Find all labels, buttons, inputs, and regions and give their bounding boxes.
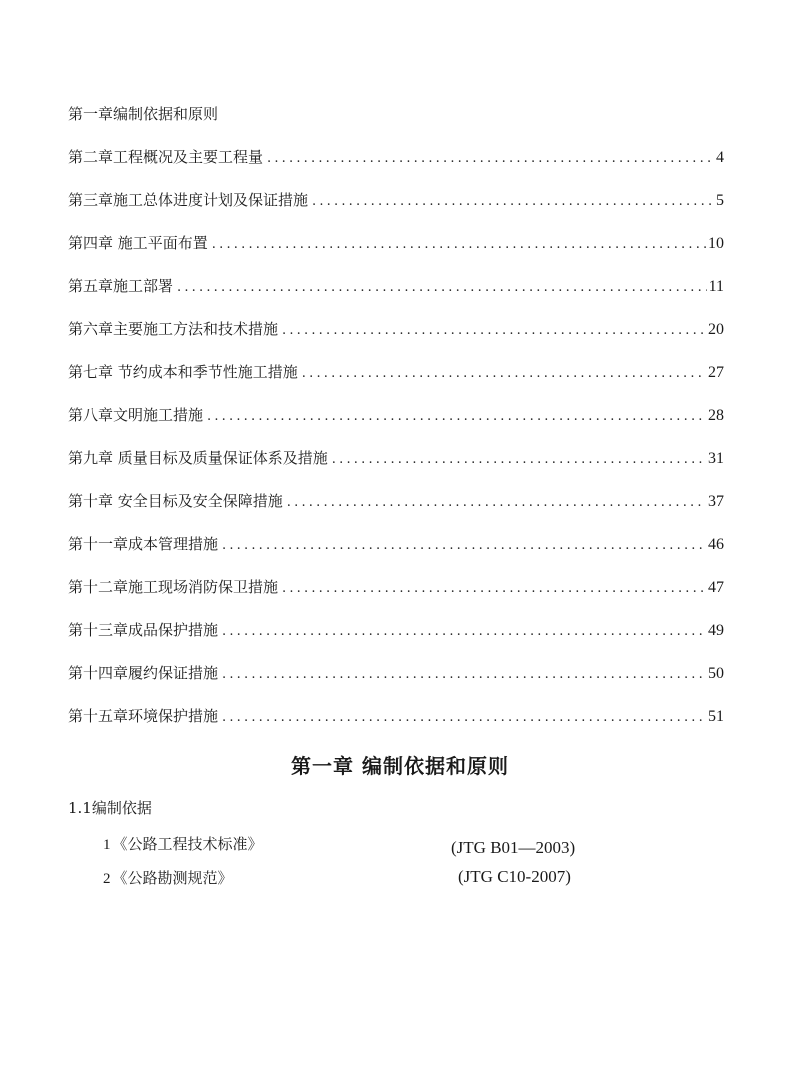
toc-page-number: 31 (708, 450, 724, 467)
toc-entry[interactable] (68, 705, 724, 727)
reference-code: (JTG C10-2007) (458, 867, 571, 886)
toc-entry-title: 第十三章成品保护措施 (68, 621, 219, 639)
toc-entry[interactable] (68, 447, 724, 469)
toc-page-number: 49 (708, 622, 724, 639)
toc-entry-title: 第十五章环境保护措施 (68, 707, 219, 725)
reference-number: 1 (103, 837, 111, 853)
toc-page-number: 50 (708, 665, 724, 682)
toc-page-number: 51 (708, 708, 724, 725)
toc-entry[interactable] (68, 662, 724, 684)
toc-entry-title: 第九章 质量目标及质量保证体系及措施 (68, 449, 328, 467)
table-of-contents (68, 103, 724, 727)
toc-dot-leader (222, 621, 706, 643)
toc-dot-leader (332, 449, 706, 471)
reference-name: 《公路工程技术标准》 (112, 835, 263, 853)
toc-entry-title: 第三章施工总体进度计划及保证措施 (68, 191, 309, 209)
reference-number: 2 (103, 871, 111, 887)
toc-entry-title: 第八章文明施工措施 (68, 406, 204, 424)
toc-dot-leader (177, 277, 707, 299)
toc-page-number: 28 (708, 407, 724, 424)
toc-dot-leader (222, 664, 706, 686)
toc-dot-leader (312, 191, 714, 213)
toc-entry[interactable] (68, 576, 724, 598)
toc-dot-leader (267, 148, 714, 170)
toc-entry-title: 第十一章成本管理措施 (68, 535, 219, 553)
toc-entry[interactable] (68, 533, 724, 555)
toc-page-number: 27 (708, 364, 724, 381)
reference-item (103, 867, 233, 888)
toc-entry[interactable] (68, 361, 724, 383)
toc-entry-chapter-1[interactable]: 第一章编制依据和原则 (68, 105, 219, 123)
toc-page-number: 10 (708, 235, 724, 252)
toc-entry[interactable] (68, 404, 724, 426)
reference-name: 《公路勘测规范》 (112, 869, 233, 887)
toc-entry[interactable] (68, 189, 724, 211)
toc-dot-leader (302, 363, 706, 385)
reference-item (103, 833, 263, 854)
toc-dot-leader (282, 578, 706, 600)
toc-entry-title: 第十四章履约保证措施 (68, 664, 219, 682)
toc-page-number: 47 (708, 579, 724, 596)
toc-entry[interactable] (68, 275, 724, 297)
toc-entry-title: 第十章 安全目标及安全保障措施 (68, 492, 283, 510)
toc-page-number: 5 (716, 192, 724, 209)
toc-page-number: 4 (716, 149, 724, 166)
toc-entry-title: 第二章工程概况及主要工程量 (68, 148, 264, 166)
toc-entry[interactable] (68, 619, 724, 641)
toc-dot-leader (282, 320, 706, 342)
toc-dot-leader (287, 492, 706, 514)
toc-entry[interactable] (68, 318, 724, 340)
toc-page-number: 20 (708, 321, 724, 338)
toc-entry[interactable] (68, 232, 724, 254)
toc-entry-title: 第四章 施工平面布置 (68, 234, 208, 252)
toc-entry-title: 第十二章施工现场消防保卫措施 (68, 578, 279, 596)
toc-entry[interactable] (68, 490, 724, 512)
toc-entry-title: 第七章 节约成本和季节性施工措施 (68, 363, 298, 381)
toc-dot-leader (207, 406, 706, 428)
toc-page-number: 11 (708, 278, 724, 295)
toc-page-number: 37 (708, 493, 724, 510)
section-heading: 1.1编制依据 (68, 799, 152, 817)
chapter-heading: 第一章 编制依据和原则 (291, 754, 509, 778)
toc-entry[interactable] (68, 146, 724, 168)
toc-dot-leader (212, 234, 706, 256)
toc-entry-title: 第六章主要施工方法和技术措施 (68, 320, 279, 338)
reference-code: (JTG B01—2003) (451, 838, 576, 857)
toc-page-number: 46 (708, 536, 724, 553)
toc-dot-leader (222, 535, 706, 557)
toc-dot-leader (222, 707, 706, 729)
toc-entry-title: 第五章施工部署 (68, 277, 174, 295)
